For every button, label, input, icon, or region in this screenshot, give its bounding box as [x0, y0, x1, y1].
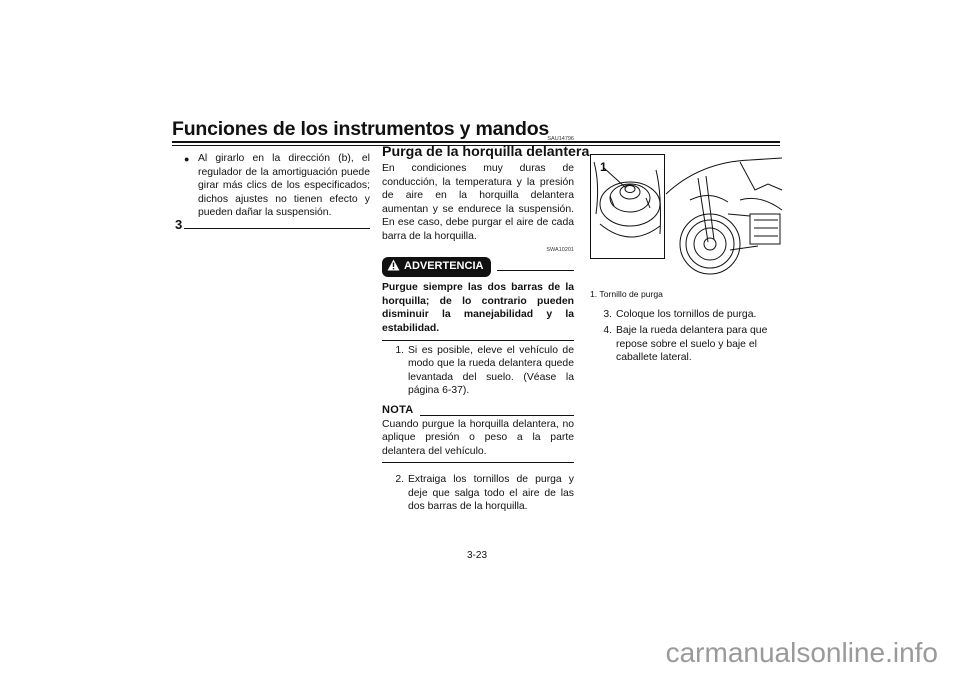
bullet-dot-icon: ●	[184, 154, 190, 164]
warning-end-rule	[382, 340, 574, 341]
step-item	[382, 473, 574, 514]
watermark: carmanualsonline.info	[665, 637, 938, 668]
bullet-text: Al girarlo en la dirección (b), el regulador de la amortiguación puede girar más clics de los especificados; dichos ajustes no tienen efecto y pueden dañar la suspensión.	[198, 153, 370, 219]
note-end-rule	[382, 462, 574, 463]
step-text: Baje la rueda delantera para que repose sobre el suelo y baje el caballete lateral.	[616, 325, 768, 364]
step-number: 4.	[603, 325, 612, 337]
warning-header-line	[497, 270, 574, 271]
motorcycle-fork-illustration	[590, 154, 784, 282]
warning-badge	[382, 257, 491, 278]
note-text: Cuando purgue la horquilla delantera, no aplique presión o peso a la parte delantera del vehículo.	[382, 418, 574, 457]
intro-paragraph: En condiciones muy duras de conducción, la temperatura y la presión de aire en la horquilla delantera aumentan y se endurece la suspensión. En ese caso, debe purgar el aire de cada barra de la horquilla.	[382, 163, 574, 242]
section-end-rule	[184, 228, 370, 229]
step-item	[590, 324, 782, 365]
warning-header	[382, 257, 574, 278]
step-text: Extraiga los tornillos de purga y deje que salga todo el aire de las dos barras de la horquilla.	[408, 474, 574, 513]
warning-text: Purgue siempre las dos barras de la horquilla; de lo contrario pueden disminuir la manejabilidad y la estabilidad.	[382, 282, 574, 334]
column-right	[590, 136, 782, 365]
motorcycle-front	[666, 158, 782, 274]
figure-callout: 1	[600, 160, 607, 174]
warning-triangle-icon	[387, 259, 400, 276]
step-number: 2.	[395, 474, 404, 486]
step-item	[382, 344, 574, 398]
step-text: Coloque los tornillos de purga.	[616, 308, 757, 320]
step-item	[590, 308, 782, 322]
note-label: NOTA	[382, 403, 414, 416]
warning-label: ADVERTENCIA	[404, 260, 484, 273]
step-number: 3.	[603, 308, 612, 320]
section-title: Purga de la horquilla delantera	[382, 144, 590, 160]
note-header	[382, 404, 574, 418]
column-left	[184, 152, 370, 229]
chapter-tab: 3	[175, 217, 183, 232]
bleed-screw-figure	[590, 154, 784, 282]
page-title: Funciones de los instrumentos y mandos	[172, 118, 550, 140]
section-code: SAU14796	[547, 136, 574, 142]
bullet-item	[184, 152, 370, 220]
figure-caption: 1. Tornillo de purga	[590, 289, 663, 299]
column-middle	[382, 136, 590, 514]
step-text: Si es posible, eleve el vehículo de modo que la rueda delantera quede levantada del suelo. (Véase la página 6-37).	[408, 344, 574, 397]
step-number: 1.	[395, 344, 404, 356]
warning-code: SWA10201	[546, 246, 574, 253]
note-header-line	[420, 415, 574, 416]
page-number: 3-23	[467, 550, 488, 561]
